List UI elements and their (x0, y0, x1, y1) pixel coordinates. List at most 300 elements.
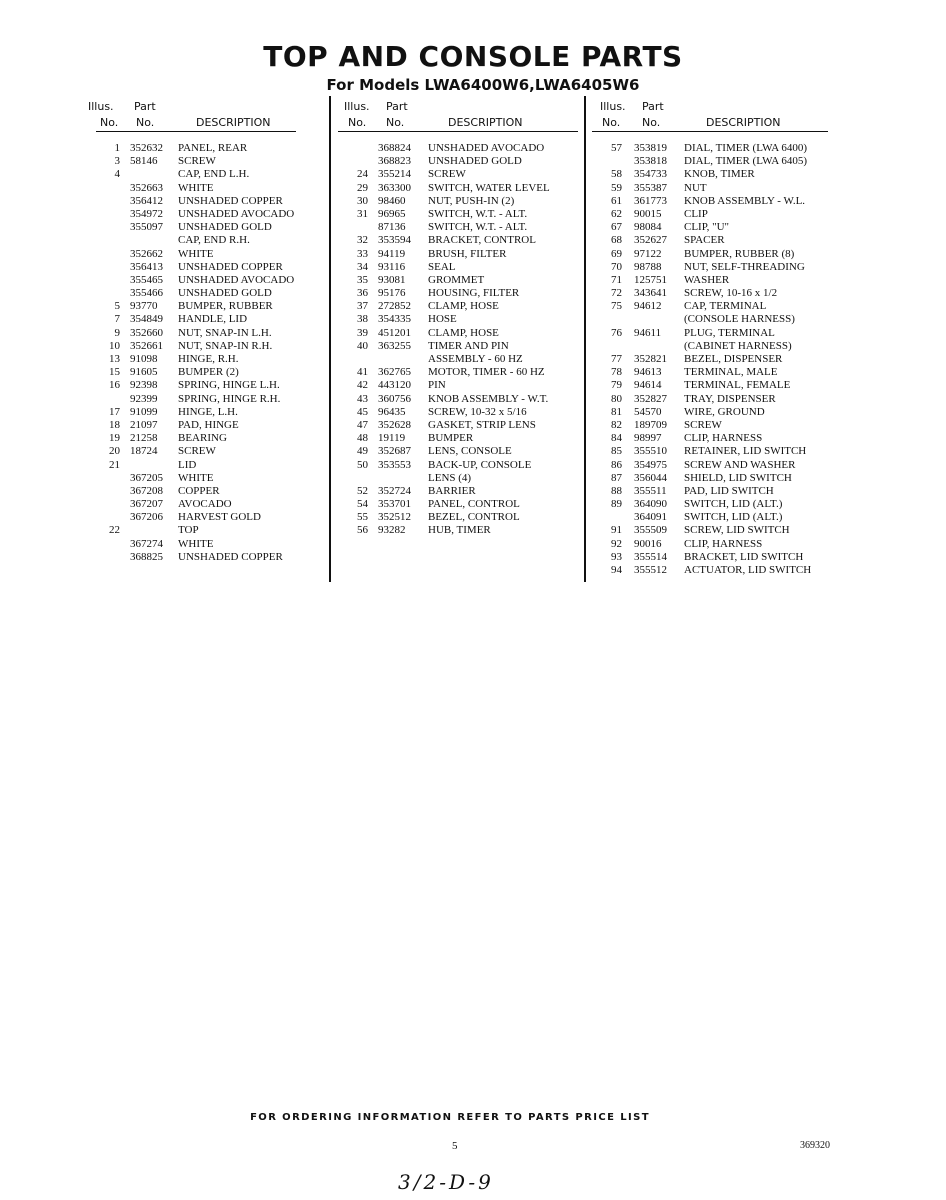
parts-list (338, 142, 578, 538)
part-description: UNSHADED AVOCADO (428, 142, 545, 154)
illus-number: 38 (357, 313, 368, 326)
parts-row (592, 538, 830, 551)
illus-number: 56 (357, 524, 368, 537)
column-divider (329, 96, 331, 582)
part-description: WHITE (178, 471, 214, 484)
part-description: SPRING, HINGE L.H. (178, 379, 280, 392)
header-rule (592, 131, 828, 133)
part-number: 91098 (130, 353, 158, 365)
parts-row (592, 287, 830, 300)
parts-row (96, 459, 322, 472)
part-number: 95176 (378, 287, 406, 300)
part-number: 19119 (378, 432, 406, 445)
parts-row (96, 538, 322, 551)
parts-row (96, 524, 322, 537)
part-description: HARVEST GOLD (178, 511, 261, 524)
part-number: 272852 (378, 300, 411, 313)
part-number: 368824 (378, 142, 411, 154)
parts-row (96, 432, 322, 445)
page-number: 5 (452, 1140, 458, 1152)
parts-row (592, 498, 830, 511)
parts-row (338, 195, 578, 208)
illus-number: 75 (611, 300, 622, 313)
parts-row (96, 511, 322, 524)
part-number: 361773 (634, 194, 667, 207)
illus-no-header: No. (100, 116, 119, 129)
part-description: CLAMP, HOSE (428, 326, 499, 339)
parts-row (338, 511, 578, 524)
illus-number: 62 (611, 207, 622, 220)
part-description: BRACKET, CONTROL (428, 234, 536, 247)
parts-row (592, 459, 830, 472)
illus-number: 40 (357, 339, 368, 352)
illus-number: 85 (611, 445, 622, 458)
part-number: 18724 (130, 445, 158, 458)
part-number: 94614 (634, 379, 662, 392)
part-description: GROMMET (428, 273, 485, 286)
part-description: CAP, END R.H. (178, 234, 250, 247)
parts-row (592, 168, 830, 181)
part-description: RETAINER, LID SWITCH (684, 445, 807, 458)
parts-row (338, 498, 578, 511)
illus-no-header: No. (602, 116, 621, 129)
parts-row (592, 393, 830, 406)
parts-row (96, 274, 322, 287)
part-description: TERMINAL, MALE (684, 366, 778, 379)
part-description: WIRE, GROUND (684, 405, 765, 418)
header-rule (96, 131, 296, 133)
parts-row (338, 168, 578, 181)
part-description: KNOB ASSEMBLY - W.L. (684, 194, 806, 207)
part-description: WHITE (178, 181, 214, 194)
parts-row (338, 524, 578, 537)
parts-row (96, 261, 322, 274)
illus-number: 20 (109, 445, 120, 458)
part-description: CLIP, HARNESS (684, 537, 763, 550)
part-number: 98460 (378, 194, 406, 207)
parts-row (592, 472, 830, 485)
part-description: BEZEL, DISPENSER (684, 353, 783, 365)
parts-row (96, 313, 322, 326)
part-number: 97122 (634, 247, 662, 260)
part-description: SCREW (428, 168, 466, 181)
illus-number: 4 (114, 168, 120, 181)
part-description: PAD, LID SWITCH (684, 484, 774, 497)
part-description: UNSHADED COPPER (178, 550, 283, 563)
part-description: BARRIER (428, 484, 476, 497)
part-header: Part (386, 100, 408, 113)
part-description: UNSHADED GOLD (178, 287, 272, 300)
part-description: UNSHADED COPPER (178, 194, 283, 207)
part-no-header: No. (386, 116, 405, 129)
part-description: SWITCH, LID (ALT.) (684, 511, 783, 524)
part-number: 92399 (130, 392, 158, 405)
parts-row (592, 327, 830, 340)
illus-number: 61 (611, 194, 622, 207)
part-description: WHITE (178, 247, 214, 260)
illus-number: 5 (114, 300, 120, 313)
part-description: UNSHADED COPPER (178, 260, 283, 273)
parts-row (338, 287, 578, 300)
part-description: MOTOR, TIMER - 60 HZ (428, 366, 545, 379)
parts-row (338, 208, 578, 221)
part-description: KNOB ASSEMBLY - W.T. (428, 392, 549, 405)
part-description: SEAL (428, 260, 456, 273)
part-number: 362765 (378, 366, 411, 379)
illus-no-header: No. (348, 116, 367, 129)
illus-number: 88 (611, 484, 622, 497)
part-description: TERMINAL, FEMALE (684, 379, 791, 392)
illus-number: 18 (109, 418, 120, 431)
illus-number: 91 (611, 524, 622, 537)
parts-row (338, 155, 578, 168)
part-description: BRUSH, FILTER (428, 247, 507, 260)
part-number: 353701 (378, 498, 411, 511)
part-description: SCREW (178, 445, 216, 458)
part-description: CLIP (684, 207, 708, 220)
page-subtitle: For Models LWA6400W6,LWA6405W6 (326, 76, 640, 94)
illus-number: 81 (611, 405, 622, 418)
part-number: 94119 (378, 247, 406, 260)
part-description: CLAMP, HOSE (428, 300, 499, 313)
parts-row (96, 327, 322, 340)
parts-row (338, 353, 578, 366)
part-number: 355097 (130, 221, 163, 234)
illus-number: 36 (357, 287, 368, 300)
illus-number: 15 (109, 366, 120, 379)
part-description: SCREW, 10-16 x 1/2 (684, 287, 778, 300)
illus-number: 32 (357, 234, 368, 247)
part-number: 189709 (634, 418, 667, 431)
part-number: 355465 (130, 273, 163, 286)
illus-number: 54 (357, 498, 368, 511)
illus-number: 52 (357, 484, 368, 497)
part-description: SHIELD, LID SWITCH (684, 471, 792, 484)
part-description: BUMPER, RUBBER (178, 300, 273, 313)
parts-row (96, 419, 322, 432)
part-description: BEZEL, CONTROL (428, 511, 520, 524)
illus-number: 47 (357, 418, 368, 431)
parts-row (592, 485, 830, 498)
parts-row (338, 366, 578, 379)
part-number: 98084 (634, 221, 662, 234)
part-number: 354733 (634, 168, 667, 181)
parts-row (338, 300, 578, 313)
parts-row (96, 182, 322, 195)
part-description: SWITCH, W.T. - ALT. (428, 207, 528, 220)
illus-number: 30 (357, 194, 368, 207)
parts-row (592, 524, 830, 537)
part-number: 363255 (378, 339, 411, 352)
part-number: 91605 (130, 366, 158, 379)
part-number: 355387 (634, 181, 667, 194)
part-number: 356412 (130, 194, 163, 207)
part-description: PANEL, CONTROL (428, 498, 520, 511)
part-number: 94613 (634, 366, 662, 379)
part-description: DIAL, TIMER (LWA 6400) (684, 142, 808, 154)
description-header: DESCRIPTION (196, 116, 271, 129)
part-description: (CONSOLE HARNESS) (684, 313, 795, 326)
part-number: 356413 (130, 260, 163, 273)
parts-row (338, 432, 578, 445)
part-number: 355511 (634, 484, 667, 497)
part-description: SWITCH, LID (ALT.) (684, 498, 783, 511)
parts-row (592, 511, 830, 524)
parts-row (96, 248, 322, 261)
part-number: 352724 (378, 484, 411, 497)
part-description: SCREW, 10-32 x 5/16 (428, 405, 527, 418)
illus-number: 77 (611, 353, 622, 365)
illus-number: 1 (114, 142, 120, 154)
parts-row (338, 261, 578, 274)
illus-number: 35 (357, 273, 368, 286)
illus-number: 67 (611, 221, 622, 234)
part-description: TOP (178, 524, 199, 537)
part-description: CAP, END L.H. (178, 168, 250, 181)
parts-row (96, 379, 322, 392)
part-number: 352628 (378, 418, 411, 431)
illus-number: 48 (357, 432, 368, 445)
parts-row (338, 182, 578, 195)
part-number: 355512 (634, 564, 667, 576)
part-number: 92398 (130, 379, 158, 392)
part-number: 91099 (130, 405, 158, 418)
part-number: 355510 (634, 445, 667, 458)
column-divider (584, 96, 586, 582)
part-description: PANEL, REAR (178, 142, 248, 154)
parts-row (338, 445, 578, 458)
illus-number: 13 (109, 353, 120, 365)
parts-list (96, 142, 322, 564)
parts-row (338, 379, 578, 392)
illus-number: 79 (611, 379, 622, 392)
part-number: 367207 (130, 498, 163, 511)
illus-number: 39 (357, 326, 368, 339)
illus-number: 92 (611, 537, 622, 550)
illus-number: 70 (611, 260, 622, 273)
illus-number: 34 (357, 260, 368, 273)
illus-number: 16 (109, 379, 120, 392)
illus-number: 87 (611, 471, 622, 484)
illus-number: 72 (611, 287, 622, 300)
parts-row (592, 379, 830, 392)
part-number: 343641 (634, 287, 667, 300)
part-number: 451201 (378, 326, 411, 339)
illus-number: 93 (611, 550, 622, 563)
part-number: 58146 (130, 155, 158, 168)
parts-row (96, 234, 322, 247)
part-description: HANDLE, LID (178, 313, 248, 326)
part-description: NUT, SELF-THREADING (684, 260, 805, 273)
parts-row (592, 313, 830, 326)
part-description: BUMPER (428, 432, 474, 445)
part-description: UNSHADED AVOCADO (178, 273, 295, 286)
part-number: 355214 (378, 168, 411, 181)
part-number: 367208 (130, 484, 163, 497)
illus-number: 50 (357, 458, 368, 471)
parts-row (592, 221, 830, 234)
part-number: 87136 (378, 221, 406, 234)
part-number: 356044 (634, 471, 667, 484)
part-description: UNSHADED AVOCADO (178, 207, 295, 220)
parts-row (96, 287, 322, 300)
column-header (338, 96, 578, 132)
part-number: 54570 (634, 405, 662, 418)
parts-row (338, 221, 578, 234)
part-number: 94611 (634, 326, 662, 339)
part-description: COPPER (178, 484, 220, 497)
part-number: 90015 (634, 207, 662, 220)
illus-header: Illus. (600, 100, 626, 113)
illus-number: 58 (611, 168, 622, 181)
illus-number: 41 (357, 366, 368, 379)
part-number: 93081 (378, 273, 406, 286)
part-number: 354849 (130, 313, 163, 326)
parts-row (96, 366, 322, 379)
parts-row (592, 300, 830, 313)
part-number: 355466 (130, 287, 163, 300)
ordering-note: FOR ORDERING INFORMATION REFER TO PARTS PRICE LIST (250, 1112, 650, 1123)
part-number: 352660 (130, 326, 163, 339)
part-description: UNSHADED GOLD (178, 221, 272, 234)
part-description: HINGE, R.H. (178, 353, 239, 365)
part-number: 353818 (634, 155, 667, 168)
illus-number: 3 (114, 155, 120, 168)
part-description: SCREW (684, 418, 722, 431)
parts-row (338, 234, 578, 247)
part-number: 352512 (378, 511, 411, 524)
illus-number: 89 (611, 498, 622, 511)
illus-number: 76 (611, 326, 622, 339)
illus-number: 49 (357, 445, 368, 458)
part-description: DIAL, TIMER (LWA 6405) (684, 155, 808, 168)
illus-number: 82 (611, 418, 622, 431)
part-number: 368823 (378, 155, 411, 168)
illus-number: 42 (357, 379, 368, 392)
part-number: 353553 (378, 458, 411, 471)
parts-row (96, 551, 322, 564)
part-description: SCREW AND WASHER (684, 458, 796, 471)
parts-row (592, 155, 830, 168)
parts-column-3 (592, 96, 830, 577)
illus-number: 24 (357, 168, 368, 181)
parts-row (338, 327, 578, 340)
part-number: 354975 (634, 458, 667, 471)
part-description: SWITCH, WATER LEVEL (428, 181, 550, 194)
illus-number: 59 (611, 181, 622, 194)
part-description: BUMPER, RUBBER (8) (684, 247, 795, 260)
document-number: 369320 (800, 1140, 830, 1151)
part-number: 90016 (634, 537, 662, 550)
part-number: 352632 (130, 142, 163, 154)
parts-column-2 (338, 96, 578, 538)
part-number: 96435 (378, 405, 406, 418)
part-description: NUT, SNAP-IN R.H. (178, 339, 273, 352)
part-description: NUT, PUSH-IN (2) (428, 194, 515, 207)
part-number: 353594 (378, 234, 411, 247)
part-number: 352662 (130, 247, 163, 260)
parts-row (96, 208, 322, 221)
parts-row (592, 142, 830, 155)
part-number: 94612 (634, 300, 662, 313)
part-number: 352627 (634, 234, 667, 247)
part-header: Part (642, 100, 664, 113)
part-number: 352687 (378, 445, 411, 458)
part-description: SPACER (684, 234, 725, 247)
part-description: CLIP, "U" (684, 221, 730, 234)
parts-row (96, 393, 322, 406)
part-number: 364091 (634, 511, 667, 524)
parts-row (592, 419, 830, 432)
part-number: 93282 (378, 524, 406, 537)
header-rule (338, 131, 578, 133)
illus-number: 22 (109, 524, 120, 537)
parts-row (96, 406, 322, 419)
part-description: PLUG, TERMINAL (684, 326, 775, 339)
part-description: WASHER (684, 273, 730, 286)
part-number: 352821 (634, 353, 667, 365)
parts-row (338, 340, 578, 353)
illus-header: Illus. (88, 100, 114, 113)
part-description: TRAY, DISPENSER (684, 392, 776, 405)
part-number: 367205 (130, 471, 163, 484)
parts-row (96, 300, 322, 313)
part-description: HOUSING, FILTER (428, 287, 520, 300)
illus-number: 7 (114, 313, 120, 326)
parts-row (592, 234, 830, 247)
parts-row (592, 261, 830, 274)
illus-number: 80 (611, 392, 622, 405)
part-description: UNSHADED GOLD (428, 155, 522, 168)
parts-row (338, 459, 578, 472)
parts-row (96, 353, 322, 366)
illus-number: 43 (357, 392, 368, 405)
parts-row (338, 142, 578, 155)
part-description: SWITCH, W.T. - ALT. (428, 221, 528, 234)
parts-row (96, 221, 322, 234)
parts-row (592, 248, 830, 261)
parts-row (96, 195, 322, 208)
part-number: 363300 (378, 181, 411, 194)
illus-number: 37 (357, 300, 368, 313)
part-number: 367274 (130, 537, 163, 550)
part-number: 21258 (130, 432, 158, 445)
parts-row (592, 353, 830, 366)
parts-row (96, 155, 322, 168)
parts-row (338, 406, 578, 419)
part-number: 368825 (130, 550, 163, 563)
part-number: 93116 (378, 260, 406, 273)
parts-row (592, 274, 830, 287)
part-description: NUT, SNAP-IN L.H. (178, 326, 272, 339)
part-description: BEARING (178, 432, 227, 445)
part-number: 364090 (634, 498, 667, 511)
parts-row (338, 274, 578, 287)
part-number: 98997 (634, 432, 662, 445)
parts-row (592, 445, 830, 458)
column-header (88, 96, 322, 132)
part-description: WHITE (178, 537, 214, 550)
parts-row (592, 366, 830, 379)
part-number: 352663 (130, 181, 163, 194)
parts-row (96, 168, 322, 181)
part-description: ACTUATOR, LID SWITCH (684, 564, 812, 576)
part-description: PAD, HINGE (178, 418, 239, 431)
parts-row (338, 485, 578, 498)
parts-row (592, 564, 830, 577)
part-number: 125751 (634, 273, 667, 286)
illus-header: Illus. (344, 100, 370, 113)
